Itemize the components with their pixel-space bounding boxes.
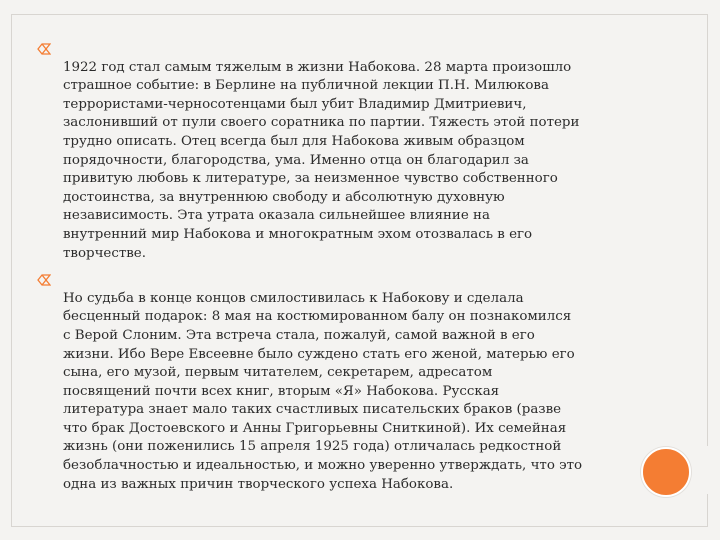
- bullet-text-2: Но судьба в конце концов смилостивилась к Набокову и сделала бесценный подарок: 8 мая на костюмированном балу он познакомился с Верой Слоним. Эта встреча стала, пожалуй, самой важной в его жизни. Ибо Вере Евсеевне было суждено стать его женой, матерью его сына, его музой, первым читателем, секретарем, адресатом посвящений почти всех книг, вторым «Я» Набокова. Русская литература знает мало таких счастливых писательских браков (разве что брак Достоевского и Анны Григорьевны Сниткиной). Их семейная жизнь (они поженились 15 апреля 1925 года) отличалась редкостной безоблачностью и идеальностью, и можно уверенно утверждать, что это одна из важных причин творческого успеха Набокова.: [63, 290, 583, 492]
- bullet-paragraph-1: [37, 40, 607, 263]
- slide-frame-right-edge: [707, 14, 708, 446]
- bullet-paragraph-2: [37, 271, 607, 494]
- accent-circle-decoration: [641, 447, 691, 497]
- diamond-bullet-icon: [37, 43, 51, 55]
- slide-frame-right-edge-lower: [707, 494, 708, 527]
- diamond-bullet-icon: [37, 274, 51, 286]
- slide-content: [37, 40, 607, 502]
- bullet-text-1: 1922 год стал самым тяжелым в жизни Набокова. 28 марта произошло страшное событие: в Берлине на публичной лекции П.Н. Милюкова террористами-черносотенцами был убит Владимир Дмитриевич, заслонивший от пули своего соратника по партии. Тяжесть этой потери трудно описать. Отец всегда был для Набокова живым образцом порядочности, благородства, ума. Именно отца он благодарил за привитую любовь к литературе, за неизменное чувство собственного достоинства, за внутреннюю свободу и абсолютную духовную независимость. Эта утрата оказала сильнейшее влияние на внутренний мир Набокова и многократным эхом отозвалась в его творчестве.: [63, 59, 580, 261]
